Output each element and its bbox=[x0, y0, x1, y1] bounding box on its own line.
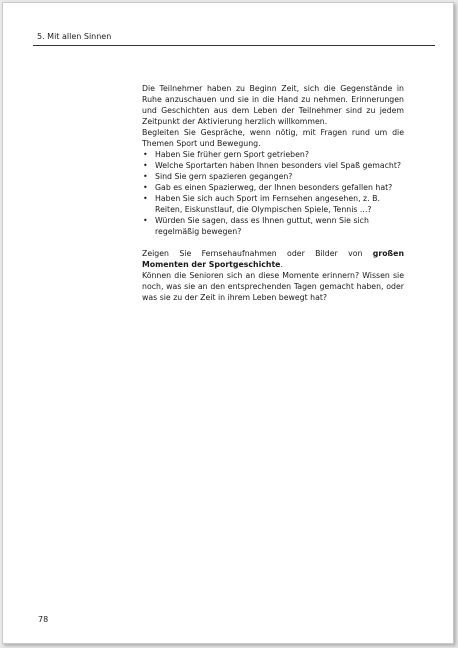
list-item: • Gab es einen Spazierweg, der Ihnen besonders gefallen hat? bbox=[142, 182, 404, 193]
emphasis-text: großen Momenten der Sportgeschichte bbox=[142, 249, 404, 269]
running-head: 5. Mit allen Sinnen bbox=[37, 32, 112, 41]
question-list bbox=[142, 149, 404, 237]
list-item: • Welche Sportarten haben Ihnen besonders viel Spaß gemacht? bbox=[142, 160, 404, 171]
document-page bbox=[2, 2, 454, 644]
media-text: Zeigen Sie Fernsehaufnahmen oder Bilder von bbox=[142, 249, 373, 258]
list-item: • Haben Sie sich auch Sport im Fernsehen angesehen, z. B. Reiten, Eiskunstlauf, die Olympischen Spiele, Tennis ...? bbox=[142, 193, 404, 215]
memory-paragraph: Können die Senioren sich an diese Momente erinnern? Wissen sie noch, was sie an den entsprechenden Tagen gemacht haben, oder was sie zu der Zeit in ihrem Leben bewegt hat? bbox=[142, 271, 404, 302]
body-text bbox=[142, 83, 404, 303]
header-rule bbox=[33, 45, 435, 46]
media-text-end: . bbox=[280, 260, 283, 269]
media-paragraph bbox=[142, 248, 404, 270]
intro-paragraph: Die Teilnehmer haben zu Beginn Zeit, sich die Gegenstände in Ruhe anzuschauen und sie in die Hand zu nehmen. Erinnerungen und Geschichten aus dem Leben der Teilnehmer sind zu jedem Zeitpunkt der Aktivierung herzlich willkommen. bbox=[142, 84, 404, 126]
list-item: • Sind Sie gern spazieren gegangen? bbox=[142, 171, 404, 182]
paragraph-spacer bbox=[142, 237, 404, 248]
guidance-paragraph: Begleiten Sie Gespräche, wenn nötig, mit Fragen rund um die Themen Sport und Bewegung. bbox=[142, 128, 404, 148]
list-item: • Haben Sie früher gern Sport getrieben? bbox=[142, 149, 404, 160]
list-item: • Würden Sie sagen, dass es Ihnen guttut, wenn Sie sich regelmäßig bewegen? bbox=[142, 215, 404, 237]
page-number: 78 bbox=[38, 615, 49, 624]
